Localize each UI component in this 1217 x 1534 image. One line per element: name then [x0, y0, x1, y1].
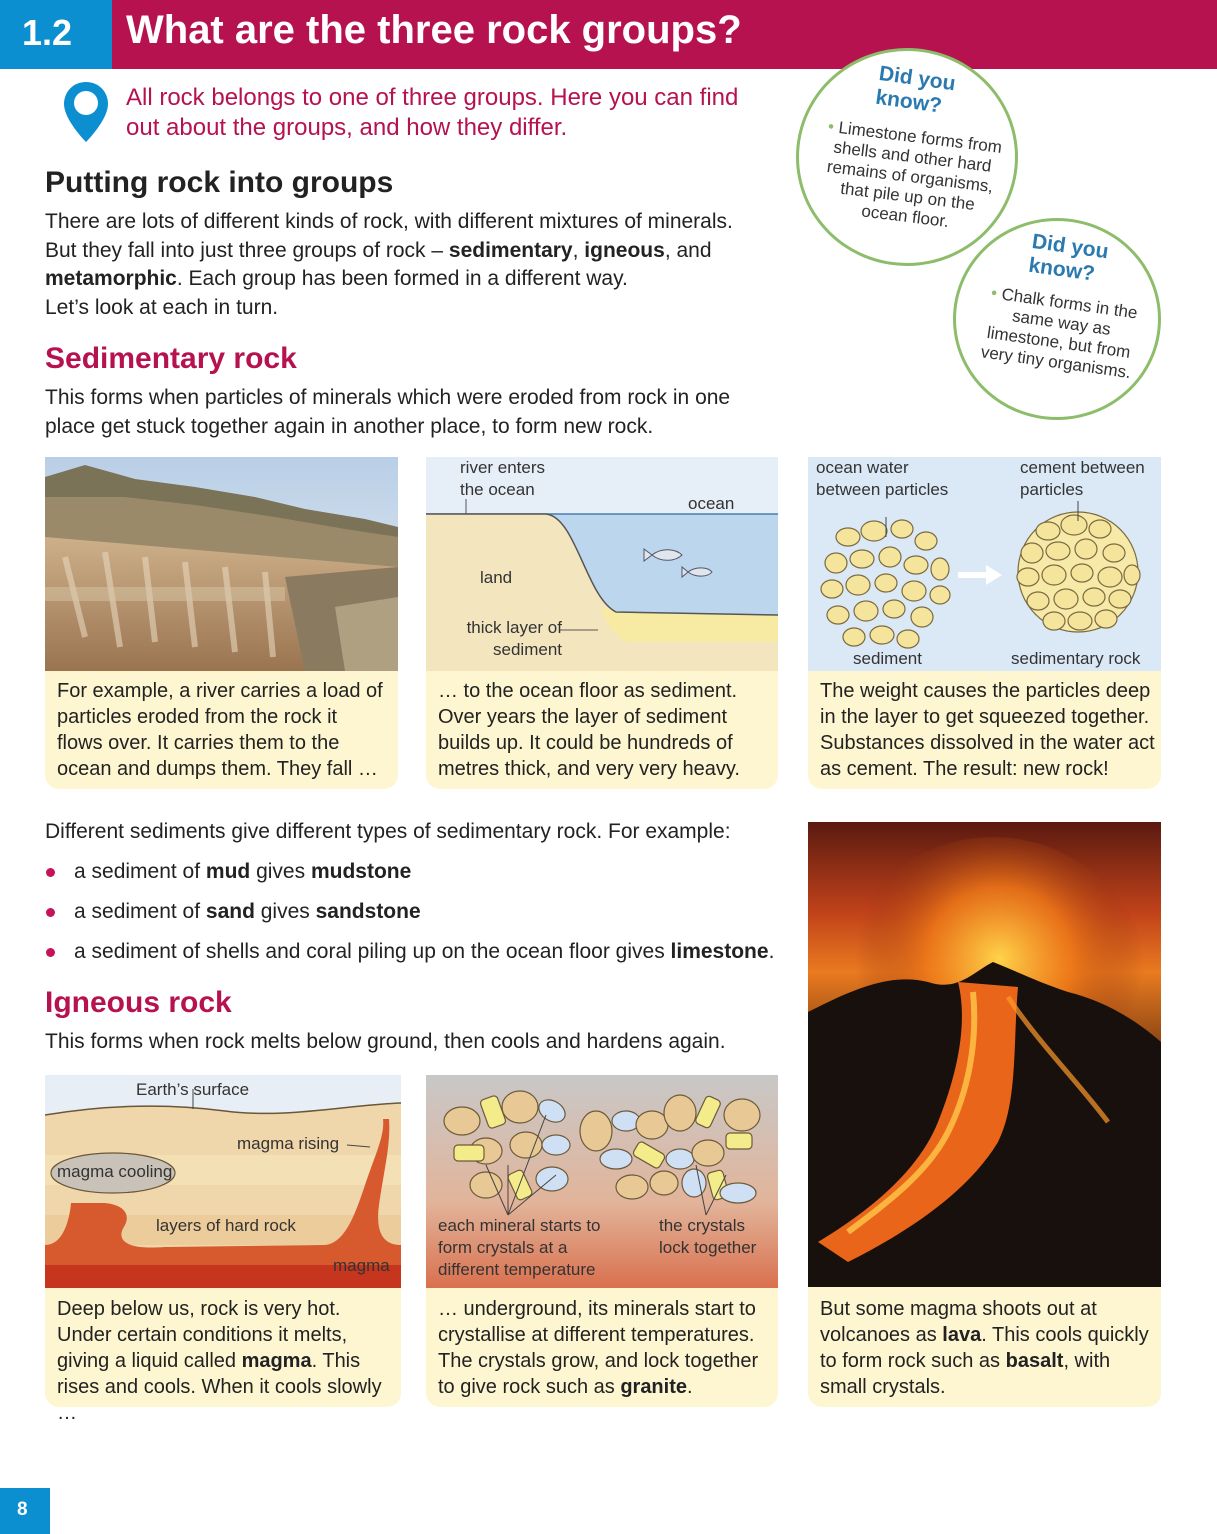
- sedimentary-description: This forms when particles of minerals which were eroded from rock in one place get stuck together again in another place, to form new rock.: [45, 386, 731, 438]
- ocean-panel: [426, 457, 778, 789]
- page-title: What are the three rock groups?: [126, 8, 742, 52]
- crystals-panel: [426, 1075, 778, 1407]
- igneous-heading: Igneous rock: [45, 986, 232, 1019]
- section-number-badge: [0, 0, 112, 69]
- bullet-mudstone: a sediment of mud gives mudstone: [46, 858, 786, 886]
- section-number: 1.2: [22, 12, 73, 53]
- river-caption: For example, a river carries a load of particles eroded from the rock it flows over. It carries them to the ocean and dumps them. They fall …: [57, 680, 383, 780]
- label-magma: magma: [333, 1256, 390, 1275]
- intro-text: All rock belongs to one of three groups. Here you can find out about the groups, and how they differ.: [126, 84, 739, 141]
- bullet-dot-icon: [46, 868, 55, 877]
- bullet-dot-icon: [46, 948, 55, 957]
- magma-caption: Deep below us, rock is very hot. Under certain conditions it melts, giving a liquid called magma. This rises and cools. When it cools slowly …: [57, 1298, 382, 1424]
- label-earths-surface: Earth’s surface: [136, 1080, 250, 1099]
- did-you-know-limestone: Did you know? • Limestone forms from shells and other hard remains of organisms, that pile up on the ocean floor.: [796, 48, 1018, 266]
- label-land: land: [480, 568, 513, 587]
- page-number: 8: [17, 1499, 28, 1520]
- label-ocean: ocean: [688, 494, 735, 513]
- magma-panel: [45, 1075, 401, 1424]
- location-pin-icon: [62, 80, 110, 144]
- igneous-description: This forms when rock melts below ground, then cools and hardens again.: [45, 1030, 726, 1053]
- sediment-types-intro: Different sediments give different types of sedimentary rock. For example:: [45, 820, 731, 843]
- label-thick-sediment: thick layer of sediment: [466, 618, 562, 659]
- bullet-dot-icon: [46, 908, 55, 917]
- particles-panel: [808, 457, 1161, 789]
- title-bar: [112, 0, 1217, 69]
- bullet-sandstone: a sediment of sand gives sandstone: [46, 898, 786, 926]
- label-cement: cement between particles: [1020, 458, 1145, 499]
- label-magma-rising: magma rising: [237, 1134, 340, 1153]
- bullet-limestone: a sediment of shells and coral piling up on the ocean floor gives limestone.: [46, 938, 786, 966]
- particles-caption: The weight causes the particles deep in the layer to get squeezed together. Substances dissolved in the water act as cement. The result: new rock!: [820, 680, 1155, 780]
- label-crystals-lock: the crystals lock together: [659, 1216, 757, 1257]
- label-magma-cooling: magma cooling: [57, 1162, 173, 1181]
- waterfall-photo: [45, 457, 398, 671]
- sedimentary-heading: Sedimentary rock: [45, 342, 297, 375]
- page-number-badge: [0, 1488, 50, 1534]
- volcano-lava-photo: [808, 822, 1161, 1287]
- label-each-mineral: each mineral starts to form crystals at a different temperature: [438, 1216, 601, 1279]
- label-sediment: sediment: [853, 649, 922, 668]
- putting-paragraph: There are lots of different kinds of rock, with different mixtures of minerals. But they fall into just three groups of rock – sedimentary, igneous, and metamorphic. Each group has been formed in a different way. Let’s look at each in turn.: [45, 210, 733, 319]
- label-ocean-water: ocean water between particles: [816, 458, 949, 499]
- crystals-caption: … underground, its minerals start to crystallise at different temperatures. The crystals grow, and lock together to give rock such as granite.: [438, 1298, 759, 1398]
- ocean-caption: … to the ocean floor as sediment. Over years the layer of sediment builds up. It could be hundreds of metres thick, and very very heavy.: [438, 680, 740, 780]
- label-sedimentary-rock: sedimentary rock: [1011, 649, 1141, 668]
- label-layers-hard-rock: layers of hard rock: [156, 1216, 296, 1235]
- label-river-enters: river enters the ocean: [460, 458, 546, 499]
- river-panel: [45, 457, 398, 789]
- did-you-know-chalk: Did you know? • Chalk forms in the same way as limestone, but from very tiny organisms.: [953, 218, 1161, 420]
- volcano-caption: But some magma shoots out at volcanoes as lava. This cools quickly to form rock such as basalt, with small crystals.: [820, 1298, 1149, 1398]
- volcano-panel: [808, 822, 1161, 1407]
- putting-heading: Putting rock into groups: [45, 166, 394, 199]
